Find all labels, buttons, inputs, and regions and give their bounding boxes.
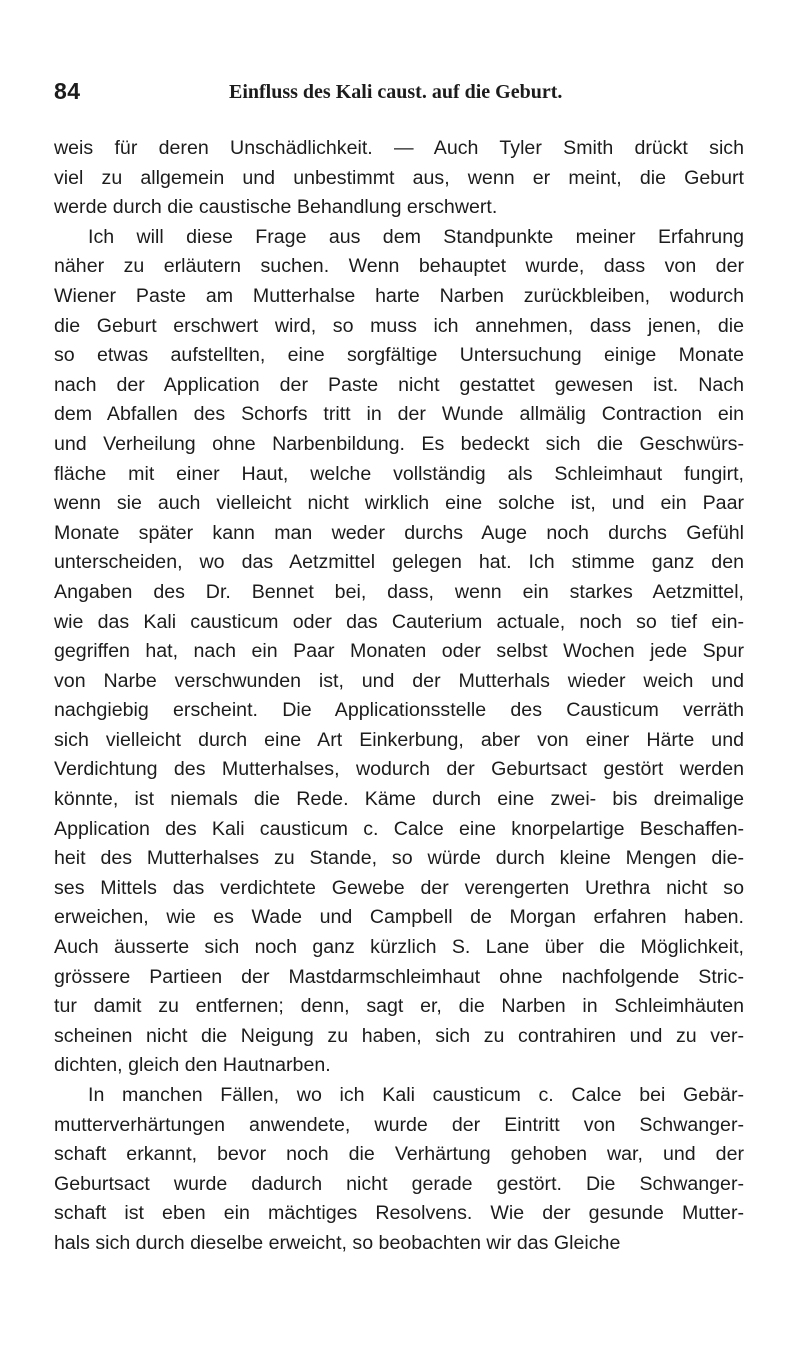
text-line: dem Abfallen des Schorfs tritt in der Wunde allmälig Contraction ein (54, 403, 744, 426)
text-line: werde durch die caustische Behandlung erschwert. (54, 196, 498, 219)
text-line: nachgiebig erscheint. Die Applicationsstelle des Causticum verräth (54, 699, 744, 722)
text-line: Angaben des Dr. Bennet bei, dass, wenn ein starkes Aetzmittel, (54, 580, 744, 603)
text-line: könnte, ist niemals die Rede. Käme durch eine zwei- bis dreimalige (54, 788, 744, 811)
text-line: Verdichtung des Mutterhalses, wodurch der Geburtsact gestört werden (54, 758, 744, 781)
body-text (54, 134, 744, 1259)
running-title: Einfluss des Kali caust. auf die Geburt. (229, 81, 563, 103)
text-line: Wiener Paste am Mutterhalse harte Narben zurückbleiben, wodurch (54, 284, 744, 307)
text-line: dichten, gleich den Hautnarben. (54, 1054, 331, 1077)
text-line: weis für deren Unschädlichkeit. — Auch Tyler Smith drückt sich (54, 137, 744, 159)
text-line: schaft erkannt, bevor noch die Verhärtung gehoben war, und der (54, 1143, 744, 1166)
text-line: von Narbe verschwunden ist, und der Mutterhals wieder weich und (54, 669, 744, 692)
text-line: mutterverhärtungen anwendete, wurde der Eintritt von Schwanger- (54, 1113, 744, 1136)
text-line: scheinen nicht die Neigung zu haben, sich zu contrahiren und zu ver- (54, 1024, 744, 1047)
text-line: und Verheilung ohne Narbenbildung. Es bedeckt sich die Geschwürs- (54, 432, 744, 455)
text-line: Auch äusserte sich noch ganz kürzlich S. Lane über die Möglichkeit, (54, 936, 744, 959)
text-line: hals sich durch dieselbe erweicht, so beobachten wir das Gleiche (54, 1231, 621, 1254)
text-line: die Geburt erschwert wird, so muss ich annehmen, dass jenen, die (54, 314, 744, 337)
text-line: näher zu erläutern suchen. Wenn behauptet wurde, dass von der (54, 255, 744, 278)
text-line: schaft ist eben ein mächtiges Resolvens. Wie der gesunde Mutter- (54, 1202, 744, 1225)
text-line: Geburtsact wurde dadurch nicht gerade gestört. Die Schwanger- (54, 1172, 744, 1195)
text-line: Monate später kann man weder durchs Auge noch durchs Gefühl (54, 521, 744, 544)
text-line: nach der Application der Paste nicht gestattet gewesen ist. Nach (54, 373, 744, 396)
text-line: unterscheiden, wo das Aetzmittel gelegen hat. Ich stimme ganz den (54, 551, 744, 574)
text-line: wenn sie auch vielleicht nicht wirklich eine solche ist, und ein Paar (54, 492, 744, 515)
text-line: Ich will diese Frage aus dem Standpunkte meiner Erfahrung (88, 225, 744, 248)
text-line: so etwas aufstellten, eine sorgfältige Untersuchung einige Monate (54, 344, 744, 367)
text-line: erweichen, wie es Wade und Campbell de Morgan erfahren haben. (54, 906, 744, 929)
text-line: gegriffen hat, nach ein Paar Monaten oder selbst Wochen jede Spur (54, 640, 744, 663)
page-number: 84 (54, 78, 81, 104)
text-line: heit des Mutterhalses zu Stande, so würde durch kleine Mengen die- (54, 847, 744, 870)
page-header (54, 78, 744, 112)
text-line: In manchen Fällen, wo ich Kali causticum c. Calce bei Gebär- (88, 1084, 744, 1106)
text-line: tur damit zu entfernen; denn, sagt er, die Narben in Schleimhäuten (54, 995, 744, 1018)
text-line: viel zu allgemein und unbestimmt aus, wenn er meint, die Geburt (54, 166, 744, 189)
text-line: Application des Kali causticum c. Calce eine knorpelartige Beschaffen- (54, 817, 744, 840)
text-line: sich vielleicht durch eine Art Einkerbung, aber von einer Härte und (54, 728, 744, 751)
text-line: wie das Kali causticum oder das Cauterium actuale, noch so tief ein- (54, 610, 744, 633)
text-line: fläche mit einer Haut, welche vollständig als Schleimhaut fungirt, (54, 462, 744, 485)
text-line: grössere Partieen der Mastdarmschleimhaut ohne nachfolgende Stric- (54, 965, 744, 988)
text-line: ses Mittels das verdichtete Gewebe der verengerten Urethra nicht so (54, 876, 744, 899)
